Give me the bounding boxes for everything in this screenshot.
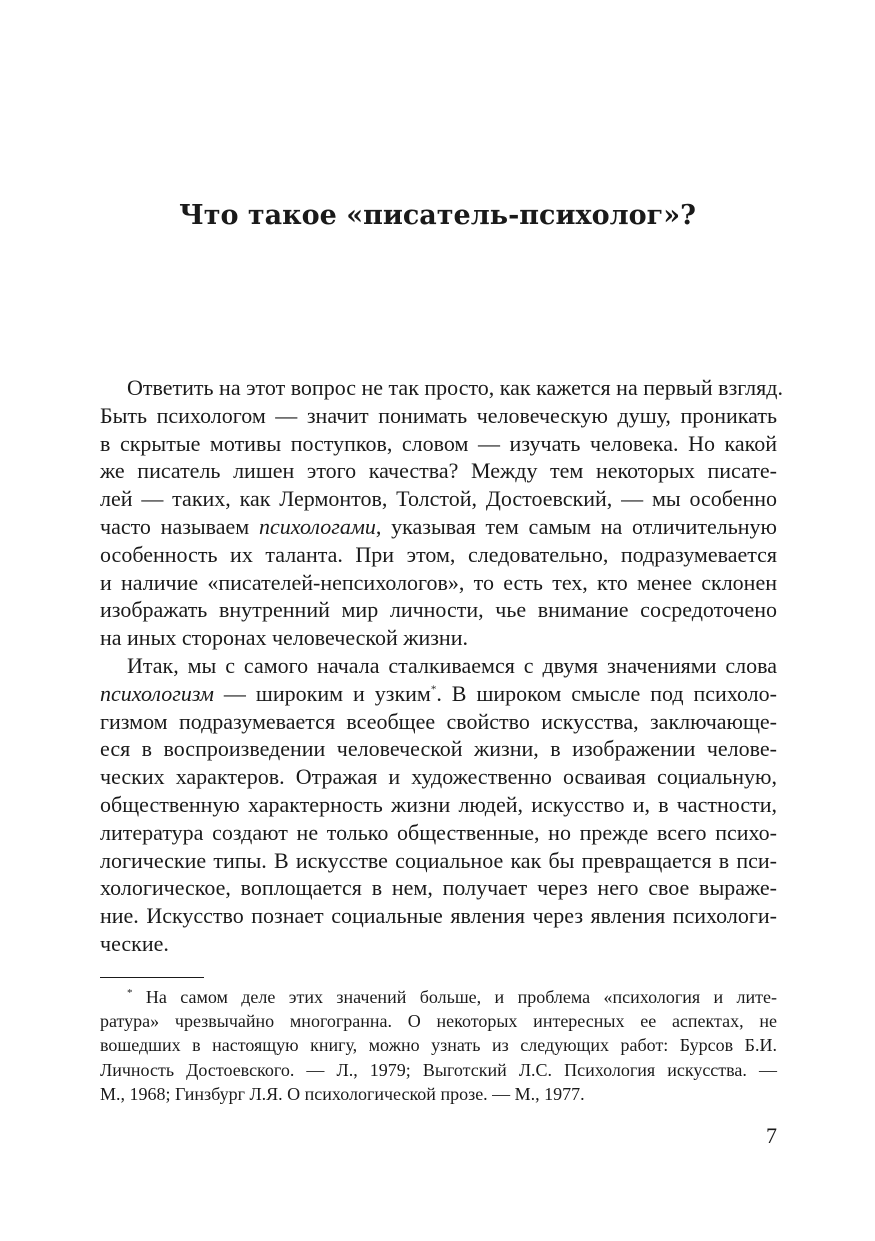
text-line: и наличие «писателей-непсихологов», то есть тех, кто менее склонен <box>100 569 777 595</box>
text-line: на иных сторонах человеческой жизни. <box>100 625 468 651</box>
footnote-reference[interactable]: * <box>430 683 437 696</box>
text-segment: — широким и узким <box>213 680 431 706</box>
text-segment: На самом деле этих значений больше, и проблема «психология и лите- <box>132 987 777 1007</box>
text-line: ческие. <box>100 930 169 956</box>
italic-term: психологизм <box>100 680 214 706</box>
text-line: общественную характерность жизни людей, искусство и, в частности, <box>100 791 777 817</box>
text-line: логические типы. В искусстве социальное как бы превращается в пси- <box>100 847 777 873</box>
text-line: ческих характеров. Отражая и художественно осваивая социальную, <box>100 764 777 790</box>
text-line: особенность их таланта. При этом, следовательно, подразумевается <box>100 541 777 567</box>
footnote-line: вошедших в настоящую книгу, можно узнать из следующих работ: Бурсов Б.И. <box>100 1035 777 1056</box>
text-line: гизмом подразумевается всеобщее свойство искусства, заключающе- <box>100 708 777 734</box>
text-line <box>100 680 777 708</box>
footnote-divider <box>100 977 204 978</box>
footnote-line: Личность Достоевского. — Л., 1979; Выготский Л.С. Психология искусства. — <box>100 1059 777 1080</box>
page-title: Что такое «писатель-психолог»? <box>179 200 696 231</box>
text-line: литература создают не только общественные, но прежде всего психо- <box>100 819 777 845</box>
footnote-line: М., 1968; Гинзбург Л.Я. О психологической прозе. — М., 1977. <box>100 1083 585 1104</box>
text-line: еся в воспроизведении человеческой жизни, в изображении челове- <box>100 736 777 762</box>
text-line: же писатель лишен этого качества? Между тем некоторых писате- <box>100 458 777 484</box>
text-segment: . В широком смысле под психоло- <box>436 680 777 706</box>
text-segment: часто называем <box>100 513 259 539</box>
paragraph-2 <box>100 652 777 958</box>
text-line: в скрытые мотивы поступков, словом — изучать человека. Но какой <box>100 430 777 456</box>
text-segment: , указывая тем самым на отличительную <box>375 513 777 539</box>
text-line: Быть психологом — значит понимать человеческую душу, проникать <box>100 402 777 428</box>
italic-term: психологами <box>259 513 376 539</box>
text-line: Итак, мы с самого начала сталкиваемся с двумя значениями слова <box>127 652 777 678</box>
page-number: 7 <box>766 1123 777 1148</box>
text-line: лей — таких, как Лермонтов, Толстой, Достоевский, — мы особенно <box>100 486 777 512</box>
footnote-line <box>100 985 777 1009</box>
text-line <box>100 513 777 541</box>
footnote-line: ратура» чрезвычайно многогранна. О некоторых интересных ее аспектах, не <box>100 1011 777 1032</box>
footnote <box>100 985 777 1106</box>
text-line: ние. Искусство познает социальные явления через явления психологи- <box>100 903 777 929</box>
text-line: изображать внутренний мир личности, чье внимание сосредоточено <box>100 597 777 623</box>
text-line: хологическое, воплощается в нем, получает через него свое выраже- <box>100 875 777 901</box>
text-line: Ответить на этот вопрос не так просто, как кажется на первый взгляд. <box>127 375 783 400</box>
main-text <box>100 374 783 958</box>
footnote-mark: * <box>127 987 133 999</box>
paragraph-1 <box>100 374 783 652</box>
